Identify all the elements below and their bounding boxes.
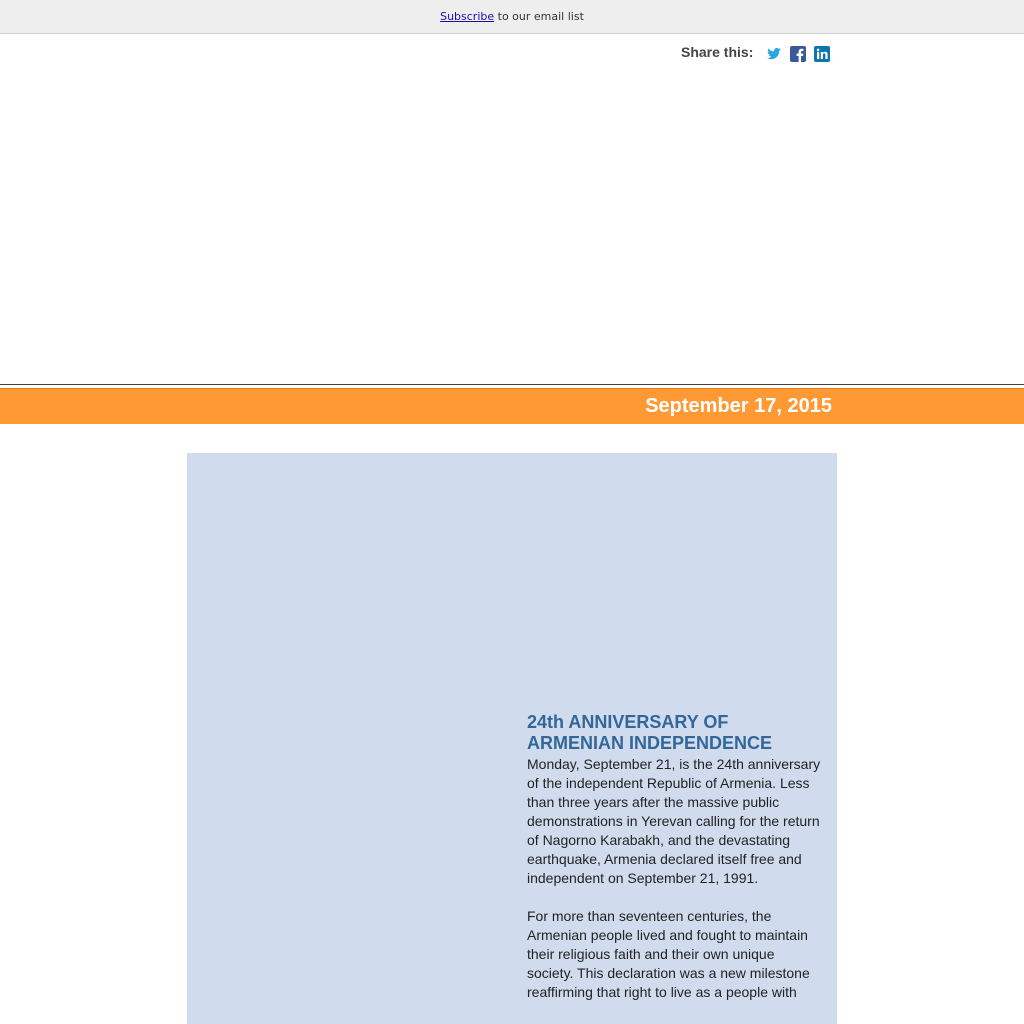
article-paragraph-2: For more than seventeen centuries, the Armenian people lived and fought to maintain their religious faith and their own unique society. This declaration was a new milestone reaffirming that right to live as a people with: [527, 908, 810, 1000]
header-divider: [0, 384, 1024, 385]
article-paragraph-1: Monday, September 21, is the 24th anniversary of the independent Republic of Armenia. Less than three years after the massive public demonstrations in Yerevan calling for the return of Nagorno Karabakh, and the devastating earthquake, Armenia declared itself free and independent on September 21, 1991.: [527, 756, 821, 886]
share-label: Share this:: [681, 44, 754, 60]
subscribe-link[interactable]: Subscribe: [440, 10, 495, 23]
article-title-line2: ARMENIAN INDEPENDENCE: [527, 733, 773, 753]
linkedin-icon[interactable]: [814, 46, 830, 62]
subscribe-bar: [0, 0, 1024, 34]
article-title-line1: 24th ANNIVERSARY OF: [527, 712, 729, 732]
article-title: [527, 712, 822, 754]
facebook-icon[interactable]: [790, 46, 806, 62]
article-panel: [187, 453, 837, 1024]
article: [527, 712, 822, 1021]
issue-date: September 17, 2015: [645, 395, 832, 417]
twitter-icon[interactable]: [766, 46, 782, 62]
subscribe-suffix: to our email list: [494, 10, 584, 23]
date-band: [0, 388, 1024, 424]
share-bar: [681, 44, 838, 64]
